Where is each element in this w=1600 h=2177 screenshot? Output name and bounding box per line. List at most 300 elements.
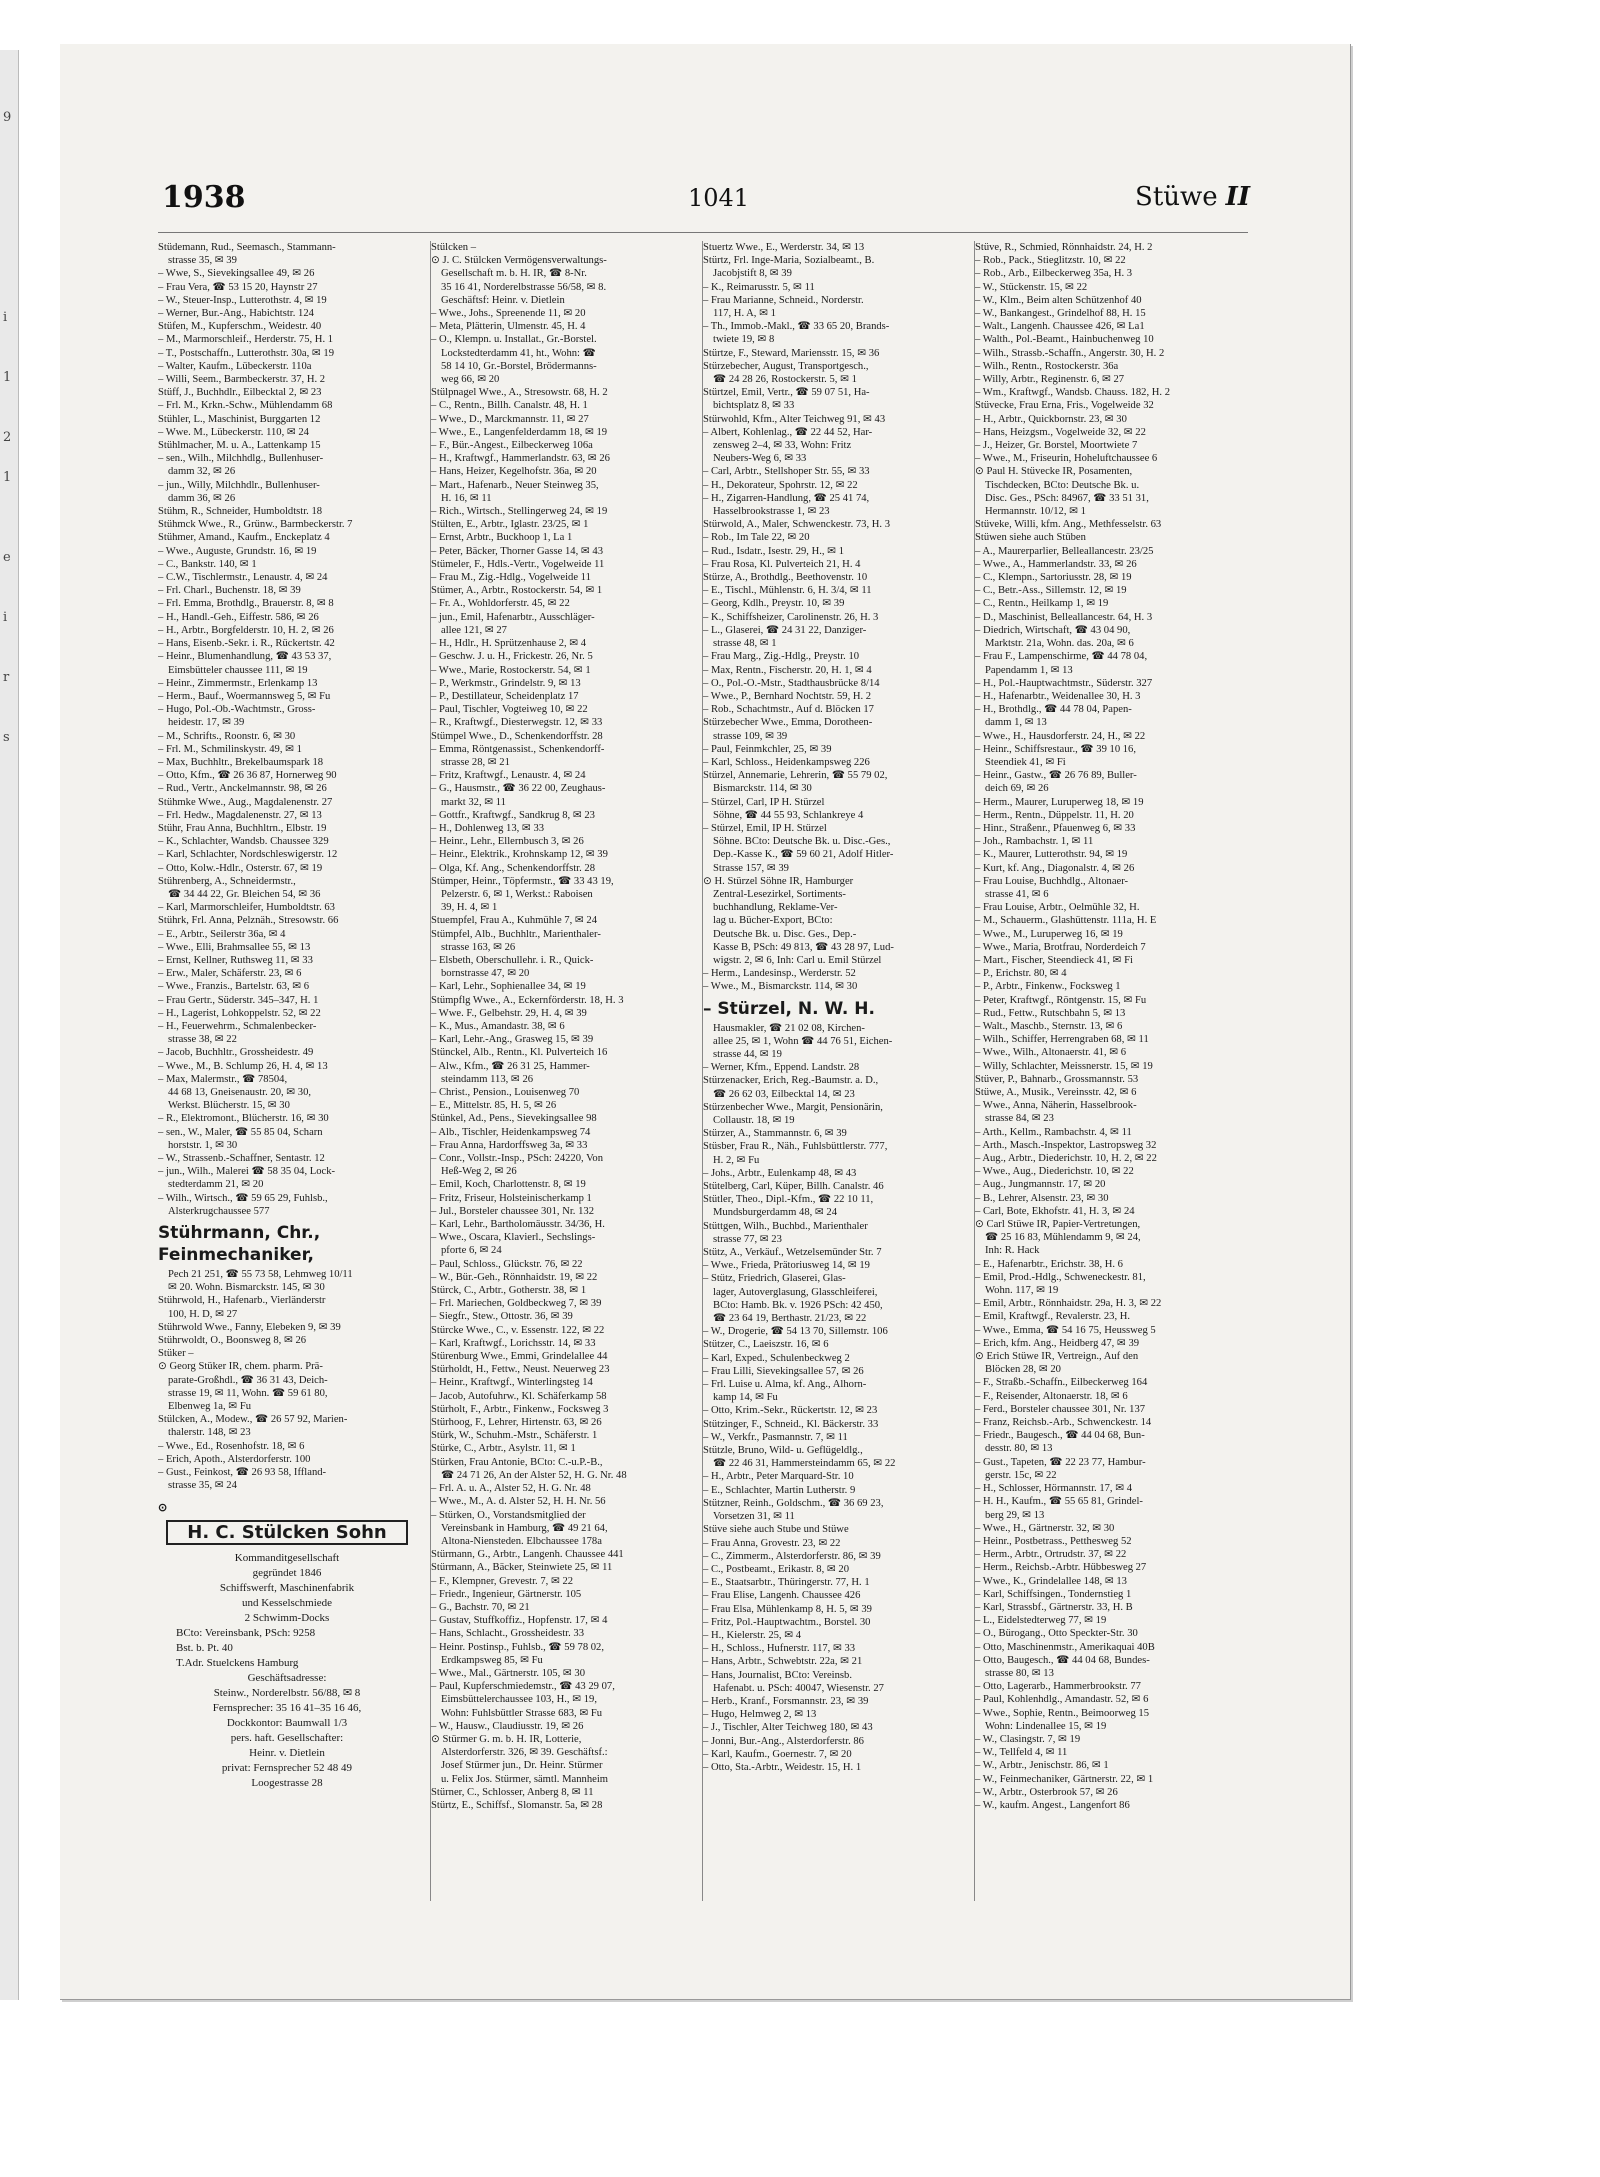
directory-entry: thalerstr. 148, ✉ 23 [168,1427,251,1439]
directory-entry: – Willi, Seem., Barmbeckerstr. 37, H. 2 [158,374,326,386]
directory-entry: – E., Tischl., Mühlenstr. 6, H. 3/4, ✉ 11 [703,585,872,597]
directory-entry: – K., Schlachter, Wandsb. Chaussee 329 [158,836,329,848]
directory-entry: – Hugo, Helmweg 2, ✉ 13 [703,1709,817,1721]
directory-entry: Stürze, A., Brothdlg., Beethovenstr. 10 [703,572,868,584]
directory-entry: – sen., Wilh., Milchhdlg., Bullenhuser- [158,453,324,465]
directory-entry: – H., Zigarren-Handlung, ☎ 25 41 74, [703,492,870,504]
directory-entry: – Stürzel, Carl, IP H. Stürzel [703,796,825,808]
directory-entry: weg 66, ✉ 20 [441,374,500,386]
directory-entry: – Wwe., P., Bernhard Nochtstr. 59, H. 2 [703,690,872,702]
directory-entry: Wohn: Lindenallee 15, ✉ 19 [985,1720,1107,1732]
directory-entry: Stülcken, A., Modew., ☎ 26 57 92, Marien- [158,1414,348,1426]
directory-entry: – Heinr., Blumenhandlung, ☎ 43 53 37, [158,651,332,663]
directory-entry: – Karl, Exped., Schulenbeckweg 2 [703,1352,850,1364]
directory-entry: – Wwe. F., Gelbehstr. 29, H. 4, ✉ 39 [431,1007,587,1019]
directory-entry: – Wm., Kraftwgf., Wandsb. Chauss. 182, H. 2 [975,387,1171,399]
directory-entry: – Frau Vera, ☎ 53 15 20, Haynstr 27 [158,281,318,293]
directory-entry: – Stürken, O., Vorstandsmitglied der [431,1509,586,1521]
directory-entry: Stürmann, G., Arbtr., Langenh. Chaussee 441 [431,1549,624,1561]
directory-entry: Werkst. Blücherstr. 15, ✉ 30 [168,1100,290,1112]
directory-entry: Stürhoog, F., Lehrer, Hirtenstr. 63, ✉ 26 [431,1417,602,1429]
directory-entry: – W., Arbtr., Jenischstr. 86, ✉ 1 [975,1760,1109,1772]
directory-entry: – Karl, Schlachter, Nordschleswigerstr. 12 [158,849,338,861]
directory-entry: Stührwold Wwe., Fanny, Elebeken 9, ✉ 39 [158,1321,341,1333]
advertisement-line: Bst. b. Pt. 40 [176,1641,233,1654]
directory-entry: Stürzel, Annemarie, Lehrerin, ☎ 55 79 02, [703,770,888,782]
advertisement-line: Schiffswerft, Maschinenfabrik [219,1581,355,1594]
directory-entry: – Elsbeth, Oberschullehr. i. R., Quick- [431,954,594,966]
directory-entry: Bismarckstr. 114, ✉ 30 [713,783,812,795]
directory-entry: – Wwe., M., Luruperweg 16, ✉ 19 [975,928,1123,940]
directory-entry: allee 121, ✉ 27 [441,624,507,636]
advertisement-line: 2 Schwimm-Docks [244,1611,330,1624]
directory-entry: – Franz, Reichsb.-Arb., Schwenckestr. 14 [975,1417,1152,1429]
directory-entry: Stüff, J., Buchhdlr., Eilbecktal 2, ✉ 23 [158,387,322,399]
directory-entry: – Jonni, Bur.-Ang., Alsterdorferstr. 86 [703,1735,864,1747]
directory-entry: kamp 14, ✉ Fu [713,1392,778,1404]
directory-entry: ☎ 24 71 26, An der Alster 52, H. G. Nr. 48 [441,1469,627,1481]
directory-entry: – H. H., Kaufm., ☎ 55 65 81, Grindel- [975,1496,1143,1508]
directory-entry: – H., Hafenarbtr., Weidenallee 30, H. 3 [975,690,1141,702]
directory-entry: – Heinr., Kraftwgf., Winterlingsteg 14 [431,1377,593,1389]
directory-entry: – Friedr., Ingenieur, Gärtnerstr. 105 [431,1588,582,1600]
directory-entry: – C., Rentn., Billh. Canalstr. 48, H. 1 [431,400,588,412]
directory-entry: ⊙ Stürmer G. m. b. H. IR, Lotterie, [431,1733,582,1745]
directory-entry: – Frau Rosa, Kl. Pulverteich 21, H. 4 [703,558,861,570]
directory-entry: – Frau Louise, Buchhdlg., Altonaer- [975,875,1129,887]
directory-entry: – Willy, Schlachter, Meissnerstr. 15, ✉ 19 [975,1060,1153,1072]
directory-entry: – Frau Elise, Langenh. Chaussee 426 [703,1590,861,1602]
directory-entry: Mundsburgerdamm 48, ✉ 24 [713,1207,838,1219]
directory-entry: – H., Arbtr., Quickbornstr. 23, ✉ 30 [975,413,1127,425]
directory-entry: – Aug., Arbtr., Diederichstr. 10, H. 2, ✉ 22 [975,1153,1157,1165]
company-advertisement [158,1502,416,1790]
directory-entry: Stürzebecher, August, Transportgesch., [703,360,869,372]
directory-entry: – H., Arbtr., Peter Marquard-Str. 10 [703,1471,854,1483]
directory-entry: – J., Heizer, Gr. Borstel, Moortwiete 7 [975,440,1138,452]
directory-entry: Stüfen, M., Kupferschm., Weidestr. 40 [158,321,322,333]
directory-entry: – Frau Lilli, Sievekingsallee 57, ✉ 26 [703,1365,864,1377]
directory-entry: – Gottfr., Kraftwgf., Sandkrug 8, ✉ 23 [431,809,595,821]
directory-entry: – G., Hausmstr., ☎ 36 22 00, Zeughaus- [431,783,606,795]
directory-entry: – H., Kraftwgf., Hammerlandstr. 63, ✉ 26 [431,453,610,465]
directory-entry: – W., Bankangest., Grindelhof 88, H. 15 [975,308,1146,320]
directory-entry: – W., kaufm. Angest., Langenfort 86 [975,1799,1130,1811]
directory-entry: stedterdamm 21, ✉ 20 [168,1179,264,1191]
directory-entry: – Wwe., Mal., Gärtnerstr. 105, ✉ 30 [431,1667,586,1679]
strip-mark: e [3,550,11,565]
directory-entry: – R., Elektromont., Blücherstr. 16, ✉ 30 [158,1113,329,1125]
directory-entry: Söhne, ☎ 44 55 93, Schlankreye 4 [713,809,864,821]
running-head-name: Stüwe [1135,182,1218,212]
strip-mark: i [3,310,8,325]
directory-entry: – Hans, Journalist, BCto: Vereinsb. [703,1669,852,1681]
directory-entry: – C., Betr.-Ass., Sillemstr. 12, ✉ 19 [975,585,1127,597]
directory-entry: Eimsbütteler chaussee 111, ✉ 19 [168,664,308,676]
directory-entry: – E., Staatsarbtr., Thüringerstr. 77, H. 1 [703,1577,870,1589]
directory-entry: – H., Dohlenweg 13, ✉ 33 [431,822,545,834]
directory-entry: – C., Zimmerm., Alsterdorferstr. 86, ✉ 39 [703,1550,881,1562]
adjacent-page-edge [0,50,19,2000]
directory-entry: – Hinr., Straßenr., Pfauenweg 6, ✉ 33 [975,822,1136,834]
directory-entry: Söhne. BCto: Deutsche Bk. u. Disc.-Ges., [713,836,891,848]
directory-entry: Stünkel, Ad., Pens., Sievekingsallee 98 [431,1113,597,1125]
directory-entry: – H., Lagerist, Lohkoppelstr. 52, ✉ 22 [158,1007,321,1019]
directory-entry: – Albert, Kohlenlag., ☎ 22 44 52, Har- [703,426,873,438]
directory-entry: – L., Eidelstedterweg 77, ✉ 19 [975,1615,1107,1627]
directory-entry: Kasse B, PSch: 49 813, ☎ 43 28 97, Lud- [713,941,894,953]
directory-entry: – Jacob, Buchhltr., Grossheidestr. 49 [158,1047,314,1059]
directory-entry: – K., Reimarusstr. 5, ✉ 11 [703,281,815,293]
directory-entry: Stümer, A., Arbtr., Rostockerstr. 54, ✉ 1 [431,585,603,597]
directory-entry: – Emma, Röntgenassist., Schenkendorff- [431,743,605,755]
directory-entry: Josef Stürmer jun., Dr. Heinr. Stürmer [441,1760,603,1772]
directory-entry: – Wwe., M., A. d. Alster 52, H. H. Nr. 56 [431,1496,606,1508]
advertisement-line: privat: Fernsprecher 52 48 49 [221,1761,353,1774]
strip-mark: r [3,670,10,685]
directory-entry: – Rud., Isdatr., Isestr. 29, H., ✉ 1 [703,545,844,557]
directory-entry: – Karl, Kraftwgf., Lorichsstr. 14, ✉ 33 [431,1337,596,1349]
directory-entry: horststr. 1, ✉ 30 [168,1139,238,1151]
directory-entry: – Wwe., Oscara, Klavierl., Sechslings- [431,1232,596,1244]
directory-entry: – Geschw. J. u. H., Frickestr. 26, Nr. 5 [431,651,593,663]
directory-entry: Eimsbüttelerchaussee 103, H., ✉ 19, [441,1694,597,1706]
directory-entry: – W., Drogerie, ☎ 54 13 70, Sillemstr. 106 [703,1326,888,1338]
directory-entry: – Herm., Rentn., Düppelstr. 11, H. 20 [975,809,1134,821]
directory-entry: Stürtzel, Emil, Vertr., ☎ 59 07 51, Ha- [703,387,870,399]
directory-entry: strasse 80, ✉ 13 [985,1667,1054,1679]
directory-entry: – C., Bankstr. 140, ✉ 1 [158,558,257,570]
directory-entry: – Georg, Kdlh., Preystr. 10, ✉ 39 [703,598,845,610]
directory-entry: – H., Dekorateur, Spohrstr. 12, ✉ 22 [703,479,858,491]
directory-entry: – Heinr., Gastw., ☎ 26 76 89, Buller- [975,770,1137,782]
directory-entry: – C.W., Tischlermstr., Lenaustr. 4, ✉ 24 [158,572,328,584]
directory-entry: – Wwe., M., Bismarckstr. 114, ✉ 30 [703,981,858,993]
directory-entry: Stüveke, Willi, kfm. Ang., Methfesselstr. 63 [975,519,1162,531]
directory-entry: Stühler, L., Maschinist, Burggarten 12 [158,413,321,425]
directory-entry: – Rob., Pack., Stieglitzstr. 10, ✉ 22 [975,255,1126,267]
directory-entry: ☎ 26 62 03, Eilbecktal 14, ✉ 23 [713,1088,855,1100]
directory-entry: Disc. Ges., PSch: 84967, ☎ 33 51 31, [985,492,1149,504]
directory-entry: Stütz, A., Verkäuf., Wetzelsemünder Str. 7 [703,1247,882,1259]
directory-entry: – Erich, Apoth., Alsterdorferstr. 100 [158,1453,311,1465]
directory-entry: ☎ 22 46 31, Hammersteindamm 65, ✉ 22 [713,1458,896,1470]
directory-entry: – Herm., Bauf., Woermannsweg 5, ✉ Fu [158,690,331,702]
directory-entry: – Walter, Kaufm., Lübeckerstr. 110a [158,360,312,372]
directory-entry: – Arth., Kellm., Rambachstr. 4, ✉ 11 [975,1126,1132,1138]
directory-entry: – T., Postschaffn., Lutterothstr. 30a, ✉ 19 [158,347,335,359]
directory-entry: – Wwe., M., B. Schlump 26, H. 4, ✉ 13 [158,1060,328,1072]
directory-entry: strasse 41, ✉ 6 [985,888,1049,900]
directory-entry: Stüker – [158,1348,194,1360]
directory-entry: – Max, Rentn., Fischerstr. 20, H. 1, ✉ 4 [703,664,872,676]
directory-entry: – Conr., Vollstr.-Insp., PSch: 24220, Von [431,1153,603,1165]
directory-entry: strasse 28, ✉ 21 [441,756,510,768]
directory-entry: – Walt., Maschb., Sternstr. 13, ✉ 6 [975,1020,1123,1032]
directory-entry: – Johs., Arbtr., Eulenkamp 48, ✉ 43 [703,1167,857,1179]
directory-entry: – Frl. A. u. A., Alster 52, H. G. Nr. 48 [431,1483,591,1495]
directory-entry: ☎ 23 64 19, Berthastr. 21/23, ✉ 22 [713,1313,867,1325]
directory-entry: steindamm 113, ✉ 26 [441,1073,534,1085]
directory-entry: – H., Hdlr., H. Sprützenhause 2, ✉ 4 [431,638,587,650]
directory-entry: ☎ 25 16 83, Mühlendamm 9, ✉ 24, [985,1232,1141,1244]
directory-entry: – Karl, Schiffsingen., Tondernstieg 1 [975,1588,1132,1600]
directory-entry: wigstr. 2, ✉ 6, Inh: Carl u. Emil Stürzel [713,954,882,966]
directory-entry: buchhandlung, Reklame-Ver- [713,902,838,914]
directory-entry: Zentral-Lesezirkel, Sortiments- [713,888,846,900]
directory-entry: – Heinr., Postbetrass., Petthesweg 52 [975,1535,1132,1547]
directory-entry: ⊙ Erich Stüwe IR, Vertreign., Auf den [975,1351,1139,1363]
directory-entry: – O., Klempn. u. Installat., Gr.-Borstel. [431,334,597,346]
directory-entry: – Wwe., K., Grindelallee 148, ✉ 13 [975,1575,1127,1587]
directory-entry: – Wilh., Rentn., Rostockerstr. 36a [975,360,1119,372]
directory-entry: – M., Marmorschleif., Herderstr. 75, H. 1 [158,334,334,346]
directory-entry: – Frau Anna, Grovestr. 23, ✉ 22 [703,1537,841,1549]
directory-entry: – Joh., Rambachstr. 1, ✉ 11 [975,836,1094,848]
directory-entry: – Wwe., Johs., Spreenende 11, ✉ 20 [431,308,586,320]
directory-entry: markt 32, ✉ 11 [441,796,506,808]
directory-entry: Elbenweg 1a, ✉ Fu [168,1401,252,1413]
directory-entry: – C., Rentn., Heilkamp 1, ✉ 19 [975,598,1109,610]
directory-entry: Stühmer, Amand., Kaufm., Enckeplatz 4 [158,532,330,544]
directory-entry: – Frau Marg., Zig.-Hdlg., Preystr. 10 [703,651,860,663]
directory-entry: – Werner, Bur.-Ang., Habichtstr. 124 [158,308,314,320]
directory-entry: heidestr. 17, ✉ 39 [168,717,245,729]
directory-entry: – H., Pol.-Hauptwachtmstr., Süderstr. 327 [975,677,1153,689]
directory-entry: Stürzenbecher Wwe., Margit, Pensionärin, [703,1101,883,1113]
directory-entry: – Karl, Lehr., Sophienallee 34, ✉ 19 [431,981,586,993]
directory-entry: Stürck, C., Arbtr., Gotherstr. 38, ✉ 1 [431,1285,587,1297]
directory-entry: strasse 163, ✉ 26 [441,941,516,953]
directory-entry: BCto: Hamb. Bk. v. 1926 PSch: 42 450, [713,1299,883,1311]
directory-entry: ⊙ J. C. Stülcken Vermögensverwaltungs- [431,255,607,267]
directory-entry: Inh: R. Hack [985,1245,1040,1257]
running-head [1135,182,1250,212]
directory-entry: Marktstr. 21a, Wohn. das. 20a, ✉ 6 [985,638,1134,650]
directory-entry: – jun., Emil, Hafenarbtr., Ausschläger- [431,611,595,623]
directory-entry: – Wwe., Auguste, Grundstr. 16, ✉ 19 [158,545,317,557]
directory-entry: – Wwe. M., Lübeckerstr. 110, ✉ 24 [158,426,309,438]
directory-entry: – K., Mus., Amandastr. 38, ✉ 6 [431,1020,565,1032]
directory-entry: Stürzer, A., Stammannstr. 6, ✉ 39 [703,1128,847,1140]
directory-entry: Stühlmacher, M. u. A., Lattenkamp 15 [158,440,321,452]
directory-entry: – C., Klempn., Sartoriusstr. 28, ✉ 19 [975,572,1132,584]
directory-entry: Stürken, Frau Antonie, BCto: C.-u.P.-B., [431,1456,603,1468]
directory-entry: – E., Schlachter, Martin Lutherstr. 9 [703,1484,856,1496]
directory-entry: – Wwe., Frieda, Prätoriusweg 14, ✉ 19 [703,1260,870,1272]
directory-entry: – R., Kraftwgf., Diesterwegstr. 12, ✉ 33 [431,717,603,729]
directory-entry: – Mart., Hafenarb., Neuer Steinweg 35, [431,479,599,491]
directory-entry: – W., Arbtr., Osterbrook 57, ✉ 26 [975,1786,1118,1798]
directory-entry: – Rob., Arb., Eilbeckerweg 35a, H. 3 [975,268,1133,280]
directory-entry: ⊙ Paul H. Stüvecke IR, Posamenten, [975,466,1133,478]
directory-entry: – Stürzel, Emil, IP H. Stürzel [703,822,827,834]
advertisement-line: Fernsprecher: 35 16 41–35 16 46, [212,1701,362,1714]
directory-entry: – B., Lehrer, Alsenstr. 23, ✉ 30 [975,1192,1109,1204]
directory-entry: ⊙ H. Stürzel Söhne IR, Hamburger [703,875,854,887]
featured-entry: Stührmann, Chr., Feinmechaniker, [158,1223,321,1266]
directory-entry: Stüve, R., Schmied, Rönnhaidstr. 24, H. 2 [975,242,1153,253]
directory-entry: u. Felix Jos. Stürmer, sämtl. Mannheim [441,1773,609,1785]
directory-entry: Stützer, C., Laeiszstr. 16, ✉ 6 [703,1339,829,1351]
directory-entry: – Otto, Lagerarb., Hammerbrookstr. 77 [975,1681,1141,1693]
directory-entry: Stülpnagel Wwe., A., Stresowstr. 68, H. 2 [431,387,608,399]
directory-entry: – Wwe., Emma, ☎ 54 16 75, Heussweg 5 [975,1324,1156,1336]
directory-entry: Vereinsbank in Hamburg, ☎ 49 21 64, [441,1522,608,1534]
directory-entry: damm 1, ✉ 13 [985,717,1047,729]
directory-entry: – Friedr., Baugesch., ☎ 44 04 68, Bun- [975,1430,1145,1442]
directory-entry: – Jul., Borsteler chaussee 301, Nr. 132 [431,1205,594,1217]
directory-entry: Stührwold, H., Hafenarb., Vierländerstr [158,1295,326,1307]
directory-entry: – Wilh., Strassb.-Schaffn., Angerstr. 30, H. 2 [975,347,1165,359]
directory-entry: – Carl, Arbtr., Stellshoper Str. 55, ✉ 33 [703,466,870,478]
directory-entry: – Karl, Lehr.-Ang., Grasweg 15, ✉ 39 [431,1034,594,1046]
directory-entry: strasse 77, ✉ 23 [713,1233,782,1245]
directory-entry: – Hugo, Pol.-Ob.-Wachtmstr., Gross- [158,704,316,716]
directory-entry: – Olga, Kf. Ang., Schenkendorffstr. 28 [431,862,595,874]
directory-entry: Stürke, C., Arbtr., Asylstr. 11, ✉ 1 [431,1443,576,1455]
directory-entry: – Wwe., Maria, Brotfrau, Norderdeich 7 [975,941,1146,953]
directory-entry: Heß-Weg 2, ✉ 26 [441,1166,517,1178]
running-head-part: II [1225,182,1250,212]
directory-entry: Hermannstr. 10/12, ✉ 1 [985,506,1086,518]
directory-entry: Stürholdt, H., Fettw., Neust. Neuerweg 23 [431,1364,610,1376]
directory-entry: – Frl. M., Krkn.-Schw., Mühlendamm 68 [158,400,333,412]
directory-entry: – Frau Elsa, Mühlenkamp 8, H. 5, ✉ 39 [703,1603,872,1615]
directory-entry: – Peter, Bäcker, Thorner Gasse 14, ✉ 43 [431,545,603,557]
directory-entry: – Werner, Kfm., Eppend. Landstr. 28 [703,1062,860,1074]
directory-entry: – Heinr. Postinsp., Fuhlsb., ☎ 59 78 02, [431,1641,605,1653]
directory-entry: Blöcken 28, ✉ 20 [985,1364,1061,1376]
directory-entry: zensweg 2–4, ✉ 33, Wohn: Fritz [713,440,852,452]
directory-entry: Stünckel, Alb., Rentn., Kl. Pulverteich 16 [431,1047,608,1059]
directory-entry: Stütelberg, Carl, Küper, Billh. Canalstr. 46 [703,1181,884,1193]
directory-entry: strasse 35, ✉ 24 [168,1480,237,1492]
directory-entry: – Heinr., Lehr., Ellernbusch 3, ✉ 26 [431,836,584,848]
directory-entry: deich 69, ✉ 26 [985,783,1049,795]
advertisement-line: Heinr. v. Dietlein [249,1746,325,1759]
directory-entry: – Rob., Im Tale 22, ✉ 20 [703,532,810,544]
directory-entry: – Wwe., Franzis., Bartelstr. 63, ✉ 6 [158,981,310,993]
directory-entry: – Aug., Jungmannstr. 17, ✉ 20 [975,1179,1106,1191]
directory-entry: – Willy, Arbtr., Reginenstr. 6, ✉ 27 [975,374,1125,386]
directory-entry: – Walt., Langenh. Chaussee 426, ✉ La1 [975,321,1145,333]
directory-entry: Stüve siehe auch Stube und Stüwe [703,1524,849,1536]
directory-entry: – Wwe., H., Hausdorferstr. 24, H., ✉ 22 [975,730,1146,742]
directory-entry: damm 36, ✉ 26 [168,492,236,504]
directory-entry: – W., Feinmechaniker, Gärtnerstr. 22, ✉ 1 [975,1773,1154,1785]
directory-entry: Stüvecke, Frau Erna, Fris., Vogelweide 32 [975,400,1154,412]
directory-entry: Dep.-Kasse K., ☎ 59 60 21, Adolf Hitler- [713,849,894,861]
directory-entry: 100, H. D, ✉ 27 [168,1308,238,1320]
advertisement-line: Dockkontor: Baumwall 1/3 [226,1716,348,1729]
directory-entry: lag u. Bücher-Export, BCto: [713,915,833,927]
page-number: 1041 [688,184,750,212]
directory-entry: – Wwe, S., Sievekingsallee 49, ✉ 26 [158,268,315,280]
directory-entry: – Wwe., Sophie, Rentn., Beimoorweg 15 [975,1707,1149,1719]
directory-entry: – Hans, Eisenb.-Sekr. i. R., Rückertstr. 42 [158,638,335,650]
column-4 [974,241,1233,1901]
directory-entry: H. 16, ✉ 11 [441,492,492,504]
directory-entry: Gesellschaft m. b. H. IR, ☎ 8-Nr. [441,268,587,280]
directory-entry: – Christ., Pension., Louisenweg 70 [431,1087,580,1098]
directory-entry: – Th., Immob.-Makl., ☎ 33 65 20, Brands- [703,321,890,333]
directory-entry: – Alw., Kfm., ☎ 26 31 25, Hammer- [431,1060,590,1072]
directory-entry: – Frau Anna, Hardorffsweg 3a, ✉ 33 [431,1139,588,1151]
directory-entry: – Gust., Feinkost, ☎ 26 93 58, Iffland- [158,1467,327,1479]
directory-entry: – Heinr., Elektrik., Krohnskamp 12, ✉ 39 [431,849,608,861]
directory-entry: – Frl. M., Schmilinskystr. 49, ✉ 1 [158,743,302,755]
directory-entry: – Ernst, Kellner, Ruthsweg 11, ✉ 33 [158,954,313,966]
directory-entry: Stüttgen, Wilh., Buchbd., Marienthaler [703,1220,868,1232]
directory-entry: Alsterdorferstr. 326, ✉ 39. Geschäftsf.: [441,1747,608,1759]
column-1 [158,241,416,1901]
directory-entry: – sen., W., Maler, ☎ 55 85 04, Scharn [158,1126,323,1138]
directory-entry: – Siegfr., Stew., Ottostr. 36, ✉ 39 [431,1311,573,1323]
directory-entry: – F., Bür.-Angest., Eilbeckerweg 106a [431,440,593,452]
directory-entry: – Fr. A., Wohldorferstr. 45, ✉ 22 [431,598,570,610]
directory-entry: Stümpflg Wwe., A., Eckernförderstr. 18, H. 3 [431,994,624,1006]
directory-entry: – F., Straßb.-Schaffn., Eilbeckerweg 164 [975,1377,1148,1389]
directory-entry: strasse 19, ✉ 11, Wohn. ☎ 59 61 80, [168,1387,328,1399]
directory-entry: – P., Destillateur, Scheidenplatz 17 [431,690,579,702]
directory-entry: – Herm., Landesinsp., Werderstr. 52 [703,968,856,980]
directory-entry: – Meta, Plätterin, Ulmenstr. 45, H. 4 [431,321,586,333]
directory-entry: – Arth., Masch.-Inspektor, Lastropsweg 32 [975,1139,1157,1151]
directory-entry: – Rud., Vertr., Anckelmannstr. 98, ✉ 26 [158,783,327,795]
directory-entry: strasse 84, ✉ 23 [985,1113,1054,1125]
directory-entry: strasse 35, ✉ 39 [168,255,237,267]
directory-entry: – W., Verkfr., Pasmannstr. 7, ✉ 11 [703,1431,848,1443]
directory-entry: Altona-Niensteden. Elbchaussee 178a [441,1535,602,1547]
directory-entry: strasse 48, ✉ 1 [713,638,777,650]
directory-entry: damm 32, ✉ 26 [168,466,236,478]
directory-entry: – Jacob, Autofuhrw., Kl. Schäferkamp 58 [431,1390,607,1402]
directory-entry: – Ferd., Borsteler chaussee 301, Nr. 137 [975,1403,1146,1415]
directory-entry: – H., Handl.-Geh., Eiffestr. 586, ✉ 26 [158,611,319,623]
advertisement-line: Geschäftsadresse: [247,1671,327,1684]
directory-entry: – Ernst, Arbtr., Buckhoop 1, La 1 [431,532,573,544]
directory-entry: – Paul, Schloss., Glückstr. 76, ✉ 22 [431,1258,583,1270]
directory-entry: strasse 38, ✉ 22 [168,1034,237,1046]
directory-entry: – E., Arbtr., Seilerstr 36a, ✉ 4 [158,928,286,940]
directory-entry: strasse 109, ✉ 39 [713,730,788,742]
directory-entry: 58 14 10, Gr.-Borstel, Brödermanns- [441,360,597,372]
directory-entry: Stürzenacker, Erich, Reg.-Baumstr. a. D., [703,1075,879,1087]
directory-entry: Stüsber, Frau R., Näh., Fuhlsbüttlerstr. 777, [703,1141,888,1153]
directory-entry: – Karl, Strassbf., Gärtnerstr. 33, H. B [975,1601,1133,1613]
directory-entry: – Wwe., A., Hammerlandstr. 33, ✉ 26 [975,558,1137,570]
directory-entry: Stühr, Frau Anna, Buchhltrn., Elbstr. 19 [158,822,327,834]
directory-entry: – H., Arbtr., Borgfelderstr. 10, H. 2, ✉ 26 [158,624,334,636]
directory-entry: – Otto, Maschinenmstr., Amerikaquai 40B [975,1641,1155,1653]
directory-entry: – Paul, Kupferschmiedemstr., ☎ 43 29 07, [431,1681,615,1693]
directory-entry: – Gust., Tapeten, ☎ 22 23 77, Hambur- [975,1456,1146,1468]
directory-entry: – Herm., Reichsb.-Arbtr. Hübbesweg 27 [975,1562,1147,1574]
advertisement-line: gegründet 1846 [252,1566,322,1579]
directory-entry: Stürwold, A., Maler, Schwenckestr. 73, H. 3 [703,519,891,531]
directory-entry: pforte 6, ✉ 24 [441,1245,502,1257]
directory-entry: – Fritz, Friseur, Holsteinischerkamp 1 [431,1192,592,1204]
directory-entry: Hafenabt. u. PSch: 40047, Wiesenstr. 27 [713,1682,884,1694]
directory-entry: – Wilh., Wirtsch., ☎ 59 65 29, Fuhlsb., [158,1192,328,1204]
directory-entry: – J., Tischler, Alter Teichweg 180, ✉ 43 [703,1722,873,1734]
directory-columns [158,232,1248,1923]
directory-entry: Tischdecken, BCto: Deutsche Bk. u. [985,479,1140,491]
directory-entry: bichtsplatz 8, ✉ 33 [713,400,795,412]
directory-entry: – Wwe., D., Marckmannstr. 11, ✉ 27 [431,413,589,425]
advertisement-line: Loogestrasse 28 [251,1776,323,1789]
